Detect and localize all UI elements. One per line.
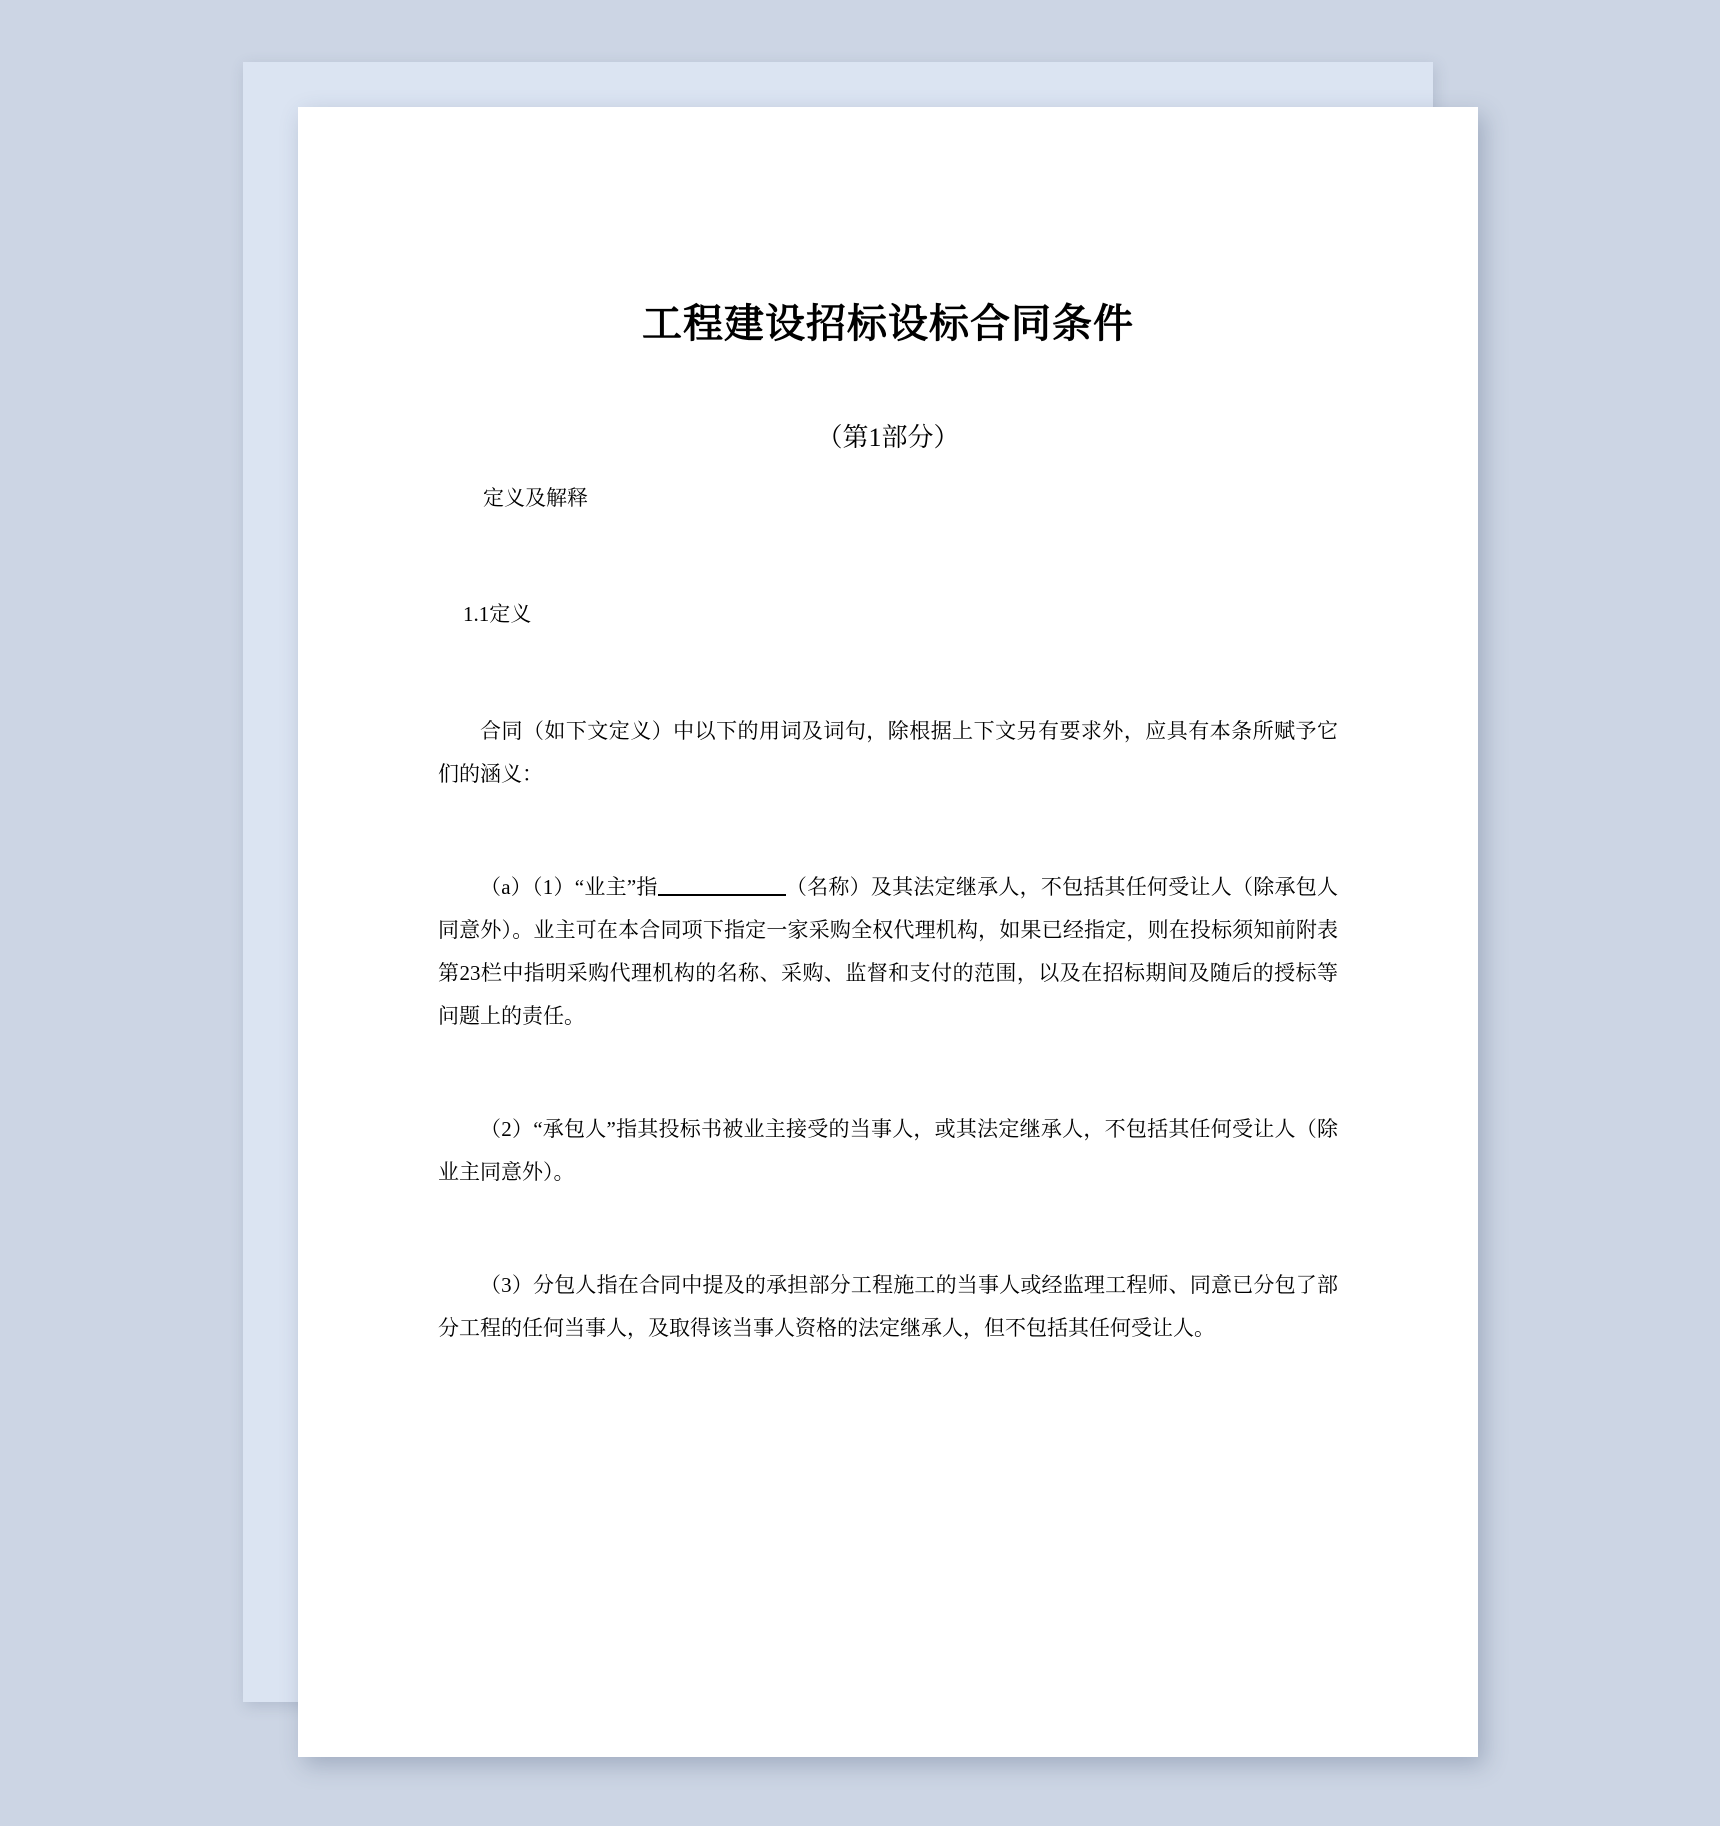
paragraph-item-a-1-text-after: （名称）及其法定继承人，不包括其任何受让人（除承包人同意外）。业主可在本合同项下指定一家采购全权代理机构，如果已经指定，则在投标须知前附表第23栏中指明采购代理机构的名称、采购、监督和支付的范围，以及在招标期间及随后的授标等问题上的责任。 [438, 874, 1339, 1028]
spacer [438, 796, 1338, 866]
paragraph-item-2: （2）“承包人”指其投标书被业主接受的当事人，或其法定继承人，不包括其任何受让人（除业主同意外）。 [438, 1116, 1338, 1184]
paragraph-item-3: （3）分包人指在合同中提及的承担部分工程施工的当事人或经监理工程师、同意已分包了部分工程的任何当事人，及取得该当事人资格的法定继承人，但不包括其任何受让人。 [438, 1272, 1338, 1341]
spacer [438, 516, 1338, 598]
spacer [438, 628, 1338, 710]
paragraph-item-a-1 [438, 866, 1338, 1038]
document-body [438, 482, 1338, 1350]
clause-number-1-1: 1.1定义 [463, 601, 532, 626]
paragraph-intro: 合同（如下文定义）中以下的用词及词句，除根据上下文另有要求外，应具有本条所赋予它们的涵义： [438, 718, 1338, 786]
section-heading-definitions: 定义及解释 [483, 486, 588, 510]
document-subtitle: （第1部分） [816, 423, 960, 452]
paragraph-item-a-1-text-before: （a）（1）“业主”指 [480, 874, 658, 899]
document-page-content [298, 107, 1478, 1757]
document-page [298, 107, 1478, 1757]
spacer [438, 1038, 1338, 1108]
fill-in-blank-owner-name[interactable] [658, 874, 786, 896]
spacer [438, 1194, 1338, 1264]
page-title: 工程建设招标设标合同条件 [642, 301, 1134, 347]
